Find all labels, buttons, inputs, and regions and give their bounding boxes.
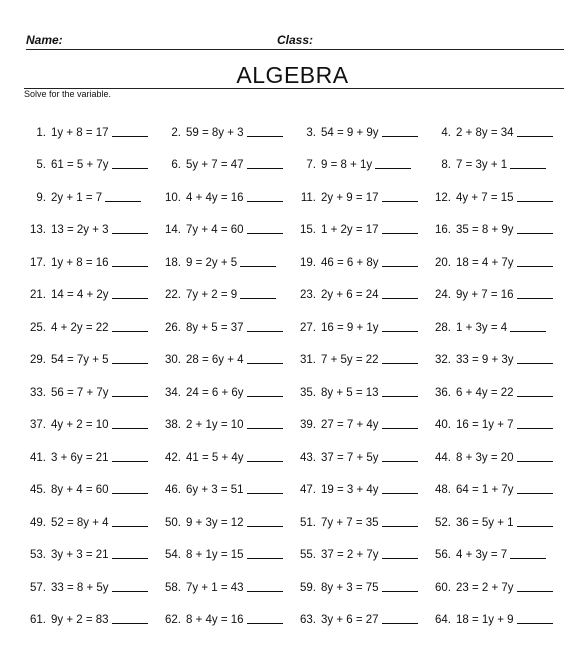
- problem-equation: 8y + 5 = 13: [321, 386, 379, 399]
- problem-equation: 54 = 7y + 5: [51, 354, 109, 366]
- problem-equation: 7y + 4 = 60: [186, 224, 244, 236]
- problem-equation: 4 + 3y = 7: [456, 549, 508, 561]
- problem-equation: 2 + 1y = 10: [186, 419, 244, 431]
- problem-number: 30.: [165, 354, 181, 366]
- answer-blank[interactable]: [382, 136, 418, 137]
- problem-equation: 41 = 5 + 4y: [186, 451, 244, 464]
- problem-item: [155, 301, 290, 334]
- problem-number: 12.: [435, 191, 451, 204]
- problem-equation: 2y + 6 = 24: [321, 289, 379, 301]
- answer-blank[interactable]: [240, 298, 276, 299]
- problem-number: 5.: [36, 159, 46, 171]
- problem-equation: 7 = 3y + 1: [456, 159, 508, 171]
- problem-number: 43.: [300, 451, 316, 464]
- problem-item: [425, 366, 560, 399]
- problem-number: 2.: [171, 126, 181, 139]
- problem-item: [290, 529, 425, 562]
- problem-item: [290, 334, 425, 367]
- problem-item: [155, 334, 290, 367]
- problem-equation: 37 = 7 + 5y: [321, 451, 379, 464]
- answer-blank[interactable]: [112, 266, 148, 267]
- problem-number: 54.: [165, 549, 181, 561]
- problem-number: 8.: [441, 159, 451, 171]
- problem-number: 26.: [165, 321, 181, 334]
- problem-item: [20, 301, 155, 334]
- problem-number: 52.: [435, 516, 451, 529]
- answer-blank[interactable]: [517, 233, 553, 234]
- problem-item: [425, 269, 560, 302]
- problem-equation: 33 = 8 + 5y: [51, 581, 109, 594]
- problem-number: 16.: [435, 224, 451, 236]
- problem-equation: 1 + 3y = 4: [456, 321, 508, 334]
- problem-number: 56.: [435, 549, 451, 561]
- problem-equation: 8y + 4 = 60: [51, 484, 109, 496]
- problem-item: [425, 594, 560, 627]
- problem-equation: 4y + 7 = 15: [456, 191, 514, 204]
- problem-equation: 8 + 1y = 15: [186, 549, 244, 561]
- problem-number: 58.: [165, 581, 181, 594]
- answer-blank[interactable]: [247, 623, 283, 624]
- problem-item: [425, 529, 560, 562]
- problem-item: [290, 139, 425, 172]
- problem-number: 50.: [165, 516, 181, 529]
- problem-item: [425, 171, 560, 204]
- problem-equation: 7y + 1 = 43: [186, 581, 244, 594]
- answer-blank[interactable]: [517, 428, 553, 429]
- problem-number: 40.: [435, 419, 451, 431]
- problem-number: 60.: [435, 581, 451, 594]
- problem-item: [20, 204, 155, 237]
- answer-blank[interactable]: [382, 201, 418, 202]
- problem-item: [20, 269, 155, 302]
- problem-equation: 2y + 9 = 17: [321, 191, 379, 204]
- answer-blank[interactable]: [247, 526, 283, 527]
- problem-item: [290, 171, 425, 204]
- answer-blank[interactable]: [510, 168, 546, 169]
- problem-equation: 9y + 2 = 83: [51, 614, 109, 626]
- problem-equation: 3y + 3 = 21: [51, 549, 109, 561]
- problem-item: [290, 431, 425, 464]
- answer-blank[interactable]: [382, 331, 418, 332]
- answer-blank[interactable]: [382, 558, 418, 559]
- problem-item: [20, 529, 155, 562]
- answer-blank[interactable]: [247, 331, 283, 332]
- problem-number: 64.: [435, 614, 451, 626]
- problem-number: 38.: [165, 419, 181, 431]
- problem-equation: 13 = 2y + 3: [51, 224, 109, 236]
- problem-item: [155, 171, 290, 204]
- problem-item: [155, 561, 290, 594]
- answer-blank[interactable]: [112, 558, 148, 559]
- problem-equation: 46 = 6 + 8y: [321, 256, 379, 269]
- problem-number: 31.: [300, 354, 316, 366]
- problem-number: 15.: [300, 224, 316, 236]
- problem-equation: 4y + 2 = 10: [51, 419, 109, 431]
- problem-equation: 35 = 8 + 9y: [456, 224, 514, 236]
- problem-number: 20.: [435, 256, 451, 269]
- answer-blank[interactable]: [247, 461, 283, 462]
- problem-item: [425, 431, 560, 464]
- problem-number: 46.: [165, 484, 181, 496]
- header-rule: [26, 49, 564, 50]
- problem-grid: [20, 106, 565, 626]
- problem-item: [425, 139, 560, 172]
- problem-equation: 7y + 7 = 35: [321, 516, 379, 529]
- answer-blank[interactable]: [517, 591, 553, 592]
- problem-equation: 52 = 8y + 4: [51, 516, 109, 529]
- problem-item: [425, 236, 560, 269]
- answer-blank[interactable]: [382, 526, 418, 527]
- problem-number: 34.: [165, 386, 181, 399]
- problem-number: 59.: [300, 581, 316, 594]
- problem-equation: 1y + 8 = 16: [51, 256, 109, 269]
- problem-item: [20, 334, 155, 367]
- problem-item: [425, 561, 560, 594]
- answer-blank[interactable]: [517, 526, 553, 527]
- problem-item: [155, 529, 290, 562]
- problem-number: 6.: [171, 159, 181, 171]
- problem-number: 22.: [165, 289, 181, 301]
- problem-item: [425, 464, 560, 497]
- problem-item: [20, 139, 155, 172]
- problem-number: 33.: [30, 386, 46, 399]
- problem-item: [290, 204, 425, 237]
- problem-item: [155, 431, 290, 464]
- problem-item: [290, 464, 425, 497]
- problem-equation: 6y + 3 = 51: [186, 484, 244, 496]
- problem-number: 13.: [30, 224, 46, 236]
- problem-number: 35.: [300, 386, 316, 399]
- problem-number: 55.: [300, 549, 316, 561]
- answer-blank[interactable]: [517, 201, 553, 202]
- problem-number: 62.: [165, 614, 181, 626]
- problem-item: [290, 301, 425, 334]
- problem-number: 18.: [165, 256, 181, 269]
- problem-equation: 2 + 8y = 34: [456, 126, 514, 139]
- problem-item: [155, 204, 290, 237]
- answer-blank[interactable]: [112, 363, 148, 364]
- problem-equation: 56 = 7 + 7y: [51, 386, 109, 399]
- problem-equation: 16 = 9 + 1y: [321, 321, 379, 334]
- answer-blank[interactable]: [112, 526, 148, 527]
- answer-blank[interactable]: [112, 331, 148, 332]
- answer-blank[interactable]: [247, 428, 283, 429]
- name-label: Name:: [26, 33, 63, 47]
- problem-equation: 14 = 4 + 2y: [51, 289, 109, 301]
- problem-equation: 8y + 5 = 37: [186, 321, 244, 334]
- answer-blank[interactable]: [517, 461, 553, 462]
- answer-blank[interactable]: [112, 298, 148, 299]
- problem-item: [155, 399, 290, 432]
- answer-blank[interactable]: [382, 233, 418, 234]
- problem-item: [155, 594, 290, 627]
- problem-number: 61.: [30, 614, 46, 626]
- answer-blank[interactable]: [247, 136, 283, 137]
- problem-item: [20, 431, 155, 464]
- answer-blank[interactable]: [247, 168, 283, 169]
- problem-number: 28.: [435, 321, 451, 334]
- student-info-header: [26, 33, 564, 51]
- answer-blank[interactable]: [105, 201, 141, 202]
- answer-blank[interactable]: [517, 266, 553, 267]
- problem-item: [290, 236, 425, 269]
- answer-blank[interactable]: [247, 493, 283, 494]
- problem-number: 9.: [36, 191, 46, 204]
- problem-number: 3.: [306, 126, 316, 139]
- problem-equation: 8y + 3 = 75: [321, 581, 379, 594]
- answer-blank[interactable]: [517, 493, 553, 494]
- problem-item: [425, 334, 560, 367]
- problem-equation: 37 = 2 + 7y: [321, 549, 379, 561]
- problem-equation: 28 = 6y + 4: [186, 354, 244, 366]
- problem-item: [155, 236, 290, 269]
- problem-item: [20, 106, 155, 139]
- problem-number: 45.: [30, 484, 46, 496]
- answer-blank[interactable]: [517, 298, 553, 299]
- answer-blank[interactable]: [112, 623, 148, 624]
- problem-equation: 8 + 3y = 20: [456, 451, 514, 464]
- problem-equation: 1 + 2y = 17: [321, 224, 379, 236]
- problem-equation: 2y + 1 = 7: [51, 191, 103, 204]
- answer-blank[interactable]: [112, 428, 148, 429]
- problem-number: 47.: [300, 484, 316, 496]
- answer-blank[interactable]: [382, 493, 418, 494]
- answer-blank[interactable]: [112, 168, 148, 169]
- instructions: Solve for the variable.: [24, 89, 112, 99]
- class-label: Class:: [277, 33, 314, 47]
- worksheet-title: ALGEBRA: [236, 62, 349, 88]
- problem-item: [290, 561, 425, 594]
- problem-item: [425, 496, 560, 529]
- answer-blank[interactable]: [517, 396, 553, 397]
- problem-equation: 9 = 8 + 1y: [321, 159, 373, 171]
- problem-number: 48.: [435, 484, 451, 496]
- problem-item: [425, 106, 560, 139]
- problem-item: [290, 496, 425, 529]
- problem-item: [20, 496, 155, 529]
- problem-item: [155, 106, 290, 139]
- answer-blank[interactable]: [247, 558, 283, 559]
- problem-number: 19.: [300, 256, 316, 269]
- problem-equation: 36 = 5y + 1: [456, 516, 514, 529]
- answer-blank[interactable]: [375, 168, 411, 169]
- problem-number: 39.: [300, 419, 316, 431]
- problem-number: 25.: [30, 321, 46, 334]
- answer-blank[interactable]: [112, 493, 148, 494]
- problem-number: 29.: [30, 354, 46, 366]
- problem-number: 63.: [300, 614, 316, 626]
- answer-blank[interactable]: [247, 201, 283, 202]
- problem-item: [20, 236, 155, 269]
- answer-blank[interactable]: [517, 363, 553, 364]
- problem-number: 32.: [435, 354, 451, 366]
- answer-blank[interactable]: [112, 591, 148, 592]
- problem-equation: 7 + 5y = 22: [321, 354, 379, 366]
- answer-blank[interactable]: [112, 233, 148, 234]
- problem-item: [20, 594, 155, 627]
- problem-number: 21.: [30, 289, 46, 301]
- problem-number: 53.: [30, 549, 46, 561]
- problem-item: [290, 366, 425, 399]
- problem-equation: 4 + 2y = 22: [51, 321, 109, 334]
- answer-blank[interactable]: [112, 136, 148, 137]
- problem-item: [155, 496, 290, 529]
- answer-blank[interactable]: [382, 266, 418, 267]
- problem-number: 14.: [165, 224, 181, 236]
- problem-number: 41.: [30, 451, 46, 464]
- problem-number: 49.: [30, 516, 46, 529]
- problem-item: [290, 106, 425, 139]
- problem-equation: 3 + 6y = 21: [51, 451, 109, 464]
- problem-equation: 24 = 6 + 6y: [186, 386, 244, 399]
- problem-number: 24.: [435, 289, 451, 301]
- answer-blank[interactable]: [382, 363, 418, 364]
- problem-equation: 5y + 7 = 47: [186, 159, 244, 171]
- problem-equation: 18 = 4 + 7y: [456, 256, 514, 269]
- answer-blank[interactable]: [510, 331, 546, 332]
- answer-blank[interactable]: [382, 428, 418, 429]
- answer-blank[interactable]: [247, 363, 283, 364]
- problem-item: [290, 269, 425, 302]
- problem-item: [20, 171, 155, 204]
- answer-blank[interactable]: [382, 396, 418, 397]
- answer-blank[interactable]: [247, 591, 283, 592]
- problem-equation: 59 = 8y + 3: [186, 126, 244, 139]
- answer-blank[interactable]: [382, 623, 418, 624]
- problem-number: 11.: [300, 191, 316, 204]
- problem-item: [20, 561, 155, 594]
- answer-blank[interactable]: [510, 558, 546, 559]
- problem-number: 36.: [435, 386, 451, 399]
- problem-item: [20, 366, 155, 399]
- problem-number: 42.: [165, 451, 181, 464]
- answer-blank[interactable]: [382, 298, 418, 299]
- problem-equation: 3y + 6 = 27: [321, 614, 379, 626]
- answer-blank[interactable]: [247, 396, 283, 397]
- problem-number: 23.: [300, 289, 316, 301]
- problem-item: [290, 594, 425, 627]
- problem-equation: 18 = 1y + 9: [456, 614, 514, 626]
- answer-blank[interactable]: [382, 591, 418, 592]
- problem-number: 17.: [30, 256, 46, 269]
- problem-number: 4.: [441, 126, 451, 139]
- problem-item: [155, 139, 290, 172]
- answer-blank[interactable]: [247, 233, 283, 234]
- problem-item: [425, 301, 560, 334]
- problem-item: [20, 399, 155, 432]
- problem-item: [155, 269, 290, 302]
- problem-number: 51.: [300, 516, 316, 529]
- problem-item: [155, 464, 290, 497]
- answer-blank[interactable]: [112, 461, 148, 462]
- problem-number: 27.: [300, 321, 316, 334]
- answer-blank[interactable]: [382, 461, 418, 462]
- problem-equation: 1y + 8 = 17: [51, 126, 109, 139]
- problem-number: 1.: [36, 126, 46, 139]
- problem-equation: 6 + 4y = 22: [456, 386, 514, 399]
- answer-blank[interactable]: [240, 266, 276, 267]
- problem-number: 10.: [165, 191, 181, 204]
- problem-equation: 9 + 3y = 12: [186, 516, 244, 529]
- problem-equation: 61 = 5 + 7y: [51, 159, 109, 171]
- problem-equation: 23 = 2 + 7y: [456, 581, 514, 594]
- problem-equation: 19 = 3 + 4y: [321, 484, 379, 496]
- problem-equation: 9y + 7 = 16: [456, 289, 514, 301]
- problem-equation: 8 + 4y = 16: [186, 614, 244, 626]
- problem-item: [20, 464, 155, 497]
- problem-number: 37.: [30, 419, 46, 431]
- problem-number: 57.: [30, 581, 46, 594]
- problem-equation: 9 = 2y + 5: [186, 256, 238, 269]
- problem-equation: 33 = 9 + 3y: [456, 354, 514, 366]
- answer-blank[interactable]: [112, 396, 148, 397]
- problem-equation: 7y + 2 = 9: [186, 289, 238, 301]
- problem-item: [155, 366, 290, 399]
- problem-number: 44.: [435, 451, 451, 464]
- problem-equation: 16 = 1y + 7: [456, 419, 514, 431]
- problem-item: [425, 399, 560, 432]
- problem-item: [425, 204, 560, 237]
- answer-blank[interactable]: [517, 623, 553, 624]
- problem-number: 7.: [306, 159, 316, 171]
- answer-blank[interactable]: [517, 136, 553, 137]
- problem-item: [290, 399, 425, 432]
- problem-equation: 27 = 7 + 4y: [321, 419, 379, 431]
- problem-equation: 54 = 9 + 9y: [321, 126, 379, 139]
- problem-equation: 64 = 1 + 7y: [456, 484, 514, 496]
- problem-equation: 4 + 4y = 16: [186, 191, 244, 204]
